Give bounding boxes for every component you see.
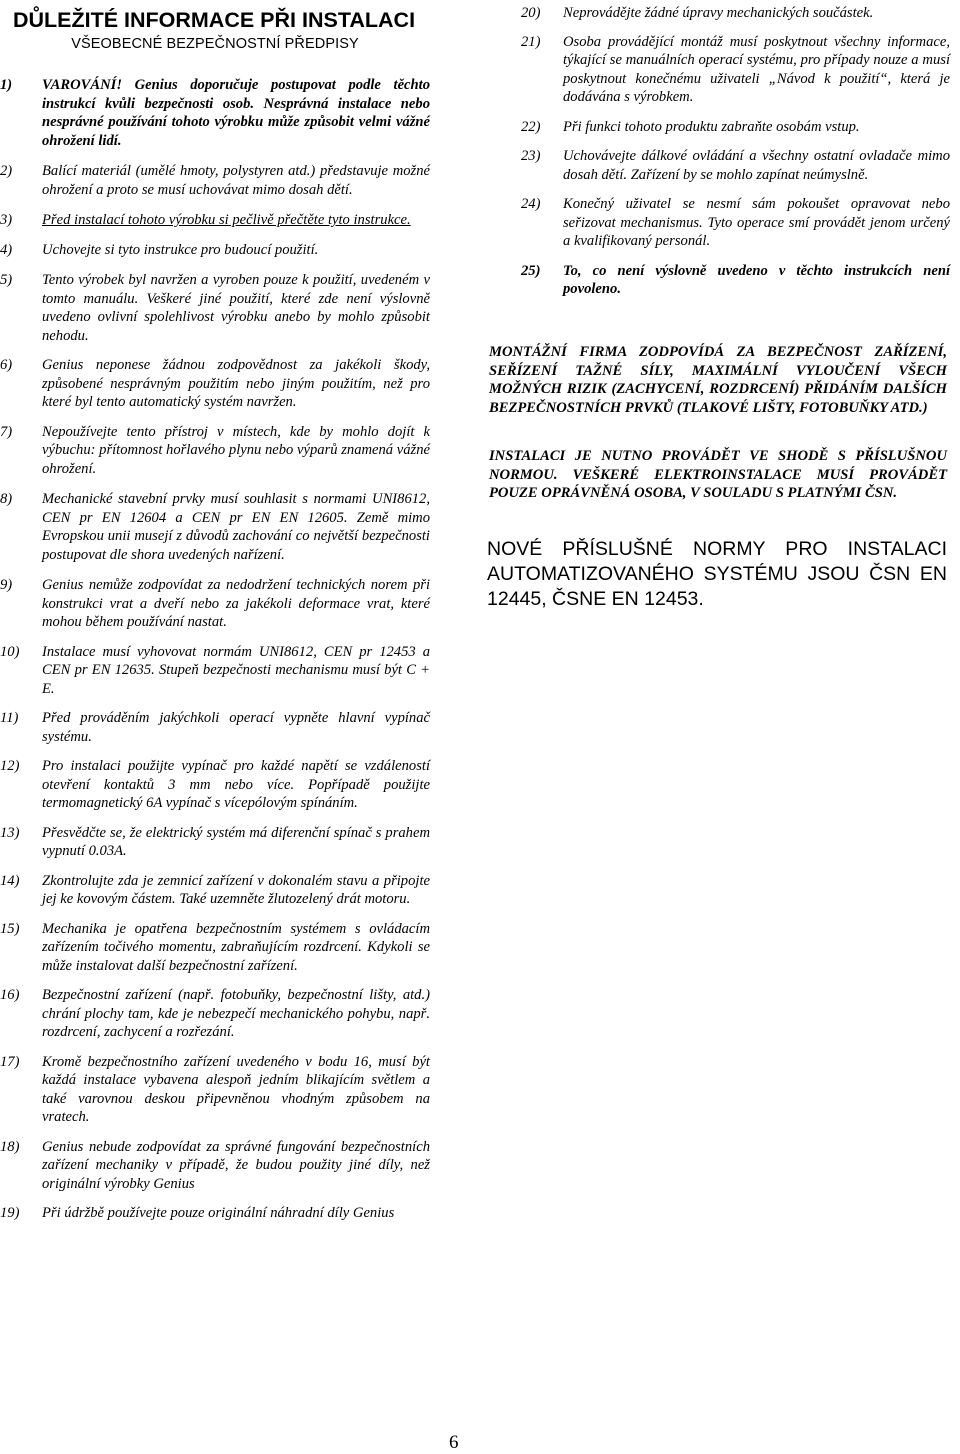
item-number: 11)	[0, 710, 19, 726]
item-number: 22)	[521, 118, 541, 135]
list-item-22	[521, 118, 950, 137]
list-item-20	[521, 4, 950, 23]
list-item-14	[0, 872, 430, 909]
item-number: 5)	[0, 272, 13, 288]
list-item-5	[0, 271, 430, 345]
list-item-15	[0, 920, 430, 976]
list-item-8	[0, 490, 430, 564]
item-text: Konečný uživatel se nesmí sám pokoušet opravovat nebo seřizovat mechanismus. Tyto operace smí provádět jenom určený a kvalifikovaný personál.	[563, 196, 950, 249]
list-item-24	[521, 195, 950, 251]
item-text: Osoba provádějící montáž musí poskytnout všechny informace, týkající se manuálních operací systému, pro případy nouze a musí poskytnout konečnému uživateli „Návod k použití“, která je dodávána s výrobkem.	[563, 33, 950, 105]
item-number: 7)	[0, 423, 13, 440]
item-number: 15)	[0, 920, 20, 937]
list-item-1	[0, 76, 430, 150]
left-column	[0, 6, 430, 1233]
item-text: Přesvědčte se, že elektrický systém má diferenční spínač s prahem vypnutí 0.03A.	[42, 824, 430, 859]
item-number: 17)	[0, 1053, 20, 1070]
item-number: 14)	[0, 872, 20, 889]
item-text: Nepoužívejte tento přístroj v místech, kde by mohlo dojít k výbuchu: přítomnost hořlavého plynu nebo výparů znamená vážné ohrožení.	[42, 423, 430, 477]
item-number: 8)	[0, 491, 13, 507]
list-item-25	[521, 262, 950, 299]
item-text: Při údržbě používejte pouze originální náhradní díly Genius	[42, 1205, 395, 1221]
list-item-10	[0, 643, 430, 699]
item-text: Bezpečnostní zařízení (např. fotobuňky, bezpečnostní lišty, atd.) chrání plochy tam, kde je nebezpečí mechanického pohybu, např. rozdrcení, zachycení a rozřezání.	[42, 987, 430, 1040]
item-text: Zkontrolujte zda je zemnicí zařízení v dokonalém stavu a připojte jej ke kovovým částem. Také uzemněte žlutozelený drát motoru.	[42, 872, 430, 907]
item-text: Před prováděním jakýchkoli operací vypněte hlavní vypínač systému.	[42, 710, 430, 745]
item-text: Tento výrobek byl navržen a vyroben pouze k použití, uvedeném v tomto manuálu. Veškeré jiné použití, které zde není výslovně uvedeno ovlivní spolehlivost výrobku anebo by mohlo způsobit nehodu.	[42, 272, 430, 344]
item-number: 13)	[0, 824, 20, 841]
list-item-23	[521, 147, 950, 184]
list-item-11	[0, 709, 430, 746]
item-text: Mechanika je opatřena bezpečnostním systémem s ovládacím zařízením točivého momentu, zabraňujícím rozdrcení. Kdykoli se může instalovat další bezpečnostní zařízení.	[42, 920, 430, 974]
item-number: 24)	[521, 196, 541, 212]
list-item-3	[0, 211, 430, 230]
item-number: 23)	[521, 148, 541, 164]
item-number: 4)	[0, 241, 13, 258]
list-item-7	[0, 423, 430, 479]
installation-standards-notice: INSTALACI JE NUTNO PROVÁDĚT VE SHODĚ S PŘÍSLUŠNOU NORMOU. VEŠKERÉ ELEKTROINSTALACE MUSÍ PROVÁDĚT POUZE OPRÁVNĚNÁ OSOBA, V SOULADU S PLATNÝMI ČSN.	[489, 448, 947, 501]
list-item-18	[0, 1138, 430, 1194]
list-item-12	[0, 757, 430, 813]
item-number: 9)	[0, 577, 13, 593]
item-number: 1)	[0, 77, 13, 93]
list-item-9	[0, 576, 430, 632]
item-number: 25)	[521, 262, 541, 279]
list-item-4	[0, 241, 430, 260]
item-number: 12)	[0, 758, 20, 774]
item-number: 20)	[521, 5, 541, 21]
item-text: Instalace musí vyhovovat normám UNI8612, CEN pr 12453 a CEN pr EN 12635. Stupeň bezpečnosti mechanismu musí být C + E.	[42, 643, 430, 697]
item-number: 2)	[0, 163, 13, 179]
item-number: 21)	[521, 33, 541, 50]
list-item-6	[0, 356, 430, 412]
item-text: Genius nemůže zodpovídat za nedodržení technických norem při konstrukci vrat a dveří nebo za jakékoli deformace vrat, které mohou během používání nastat.	[42, 577, 430, 630]
page-subtitle: VŠEOBECNÉ BEZPEČNOSTNÍ PŘEDPISY	[71, 36, 359, 52]
item-text: Při funkci tohoto produktu zabraňte osobám vstup.	[563, 118, 860, 135]
item-text: Kromě bezpečnostního zařízení uvedeného v bodu 16, musí být každá instalace vybavena alespoň jedním blikajícím světlem a také varovnou deskou připevněnou vhodným způsobem na vratech.	[42, 1053, 430, 1125]
page-title: DŮLEŽITÉ INFORMACE PŘI INSTALACI	[12, 8, 416, 32]
installer-responsibility-notice: MONTÁŽNÍ FIRMA ZODPOVÍDÁ ZA BEZPEČNOST ZAŘÍZENÍ, SEŘÍZENÍ TAŽNÉ SÍLY, MAXIMÁLNÍ VYLOUČENÍ VŠECH MOŽNÝCH RIZIK (ZACHYCENÍ, ROZDRCENÍ) PŘIDÁNÍM DALŠÍCH BEZPEČNOSTNÍCH PRVKŮ (TLAKOVÉ LIŠTY, FOTOBUŇKY ATD.)	[489, 344, 947, 416]
item-text: Uchovejte si tyto instrukce pro budoucí použití.	[42, 241, 319, 258]
item-text: Neprovádějte žádné úpravy mechanických součástek.	[563, 5, 874, 21]
item-text: Genius nebude zodpovídat za správné fungování bezpečnostních zařízení mechaniky v případě, že budou použity jiné díly, než originální výrobky Genius	[42, 1138, 430, 1192]
item-text: VAROVÁNÍ! Genius doporučuje postupovat podle těchto instrukcí kvůli bezpečnosti osob. Nesprávná instalace nebo nesprávné používání tohoto výrobku může způsobit velmi vážné ohrožení lidí.	[42, 77, 430, 149]
item-number: 19)	[0, 1205, 20, 1221]
list-item-21	[521, 33, 950, 107]
item-number: 16)	[0, 987, 20, 1003]
right-column	[521, 4, 950, 310]
list-item-2	[0, 162, 430, 199]
item-text: To, co není výslovně uvedeno v těchto instrukcích není povoleno.	[563, 262, 950, 297]
item-number: 18)	[0, 1138, 20, 1155]
item-number: 10)	[0, 643, 20, 660]
list-item-19	[0, 1204, 430, 1223]
item-text: Genius neponese žádnou zodpovědnost za jakékoli škody, způsobené nesprávným použitím nebo jiným použitím, než pro které byl tento automatický systém navržen.	[42, 357, 430, 410]
page-number: 6	[449, 1432, 459, 1453]
item-text: Uchovávejte dálkové ovládání a všechny ostatní ovladače mimo dosah dětí. Zařízení by se mohlo zapínat neúmyslně.	[563, 148, 950, 183]
item-text: Balící materiál (umělé hmoty, polystyren atd.) představuje možné ohrožení a proto se musí uchovávat mimo dosah dětí.	[42, 163, 430, 198]
item-number: 3)	[0, 212, 13, 228]
item-text: Pro instalaci použijte vypínač pro každé napětí se vzdáleností otevření kontaktů 3 mm nebo více. Popřípadě použijte termomagnetický 6A vypínač s vícepólovým spínáním.	[42, 758, 430, 811]
item-text: Před instalací tohoto výrobku si pečlivě přečtěte tyto instrukce.	[42, 212, 411, 228]
item-text: Mechanické stavební prvky musí souhlasit s normami UNI8612, CEN pr EN 12604 a CEN pr EN EN 12605. Země mimo Evropskou unii musejí z důvodů zachování co největší bezpečnosti postupovat dle shora uvedených nařízení.	[42, 491, 430, 563]
item-number: 6)	[0, 357, 13, 373]
norms-notice: NOVÉ PŘÍSLUŠNÉ NORMY PRO INSTALACI AUTOMATIZOVANÉHO SYSTÉMU JSOU ČSN EN 12445, ČSNE EN 12453.	[487, 538, 947, 610]
list-item-17	[0, 1053, 430, 1127]
list-item-16	[0, 986, 430, 1042]
list-item-13	[0, 824, 430, 861]
